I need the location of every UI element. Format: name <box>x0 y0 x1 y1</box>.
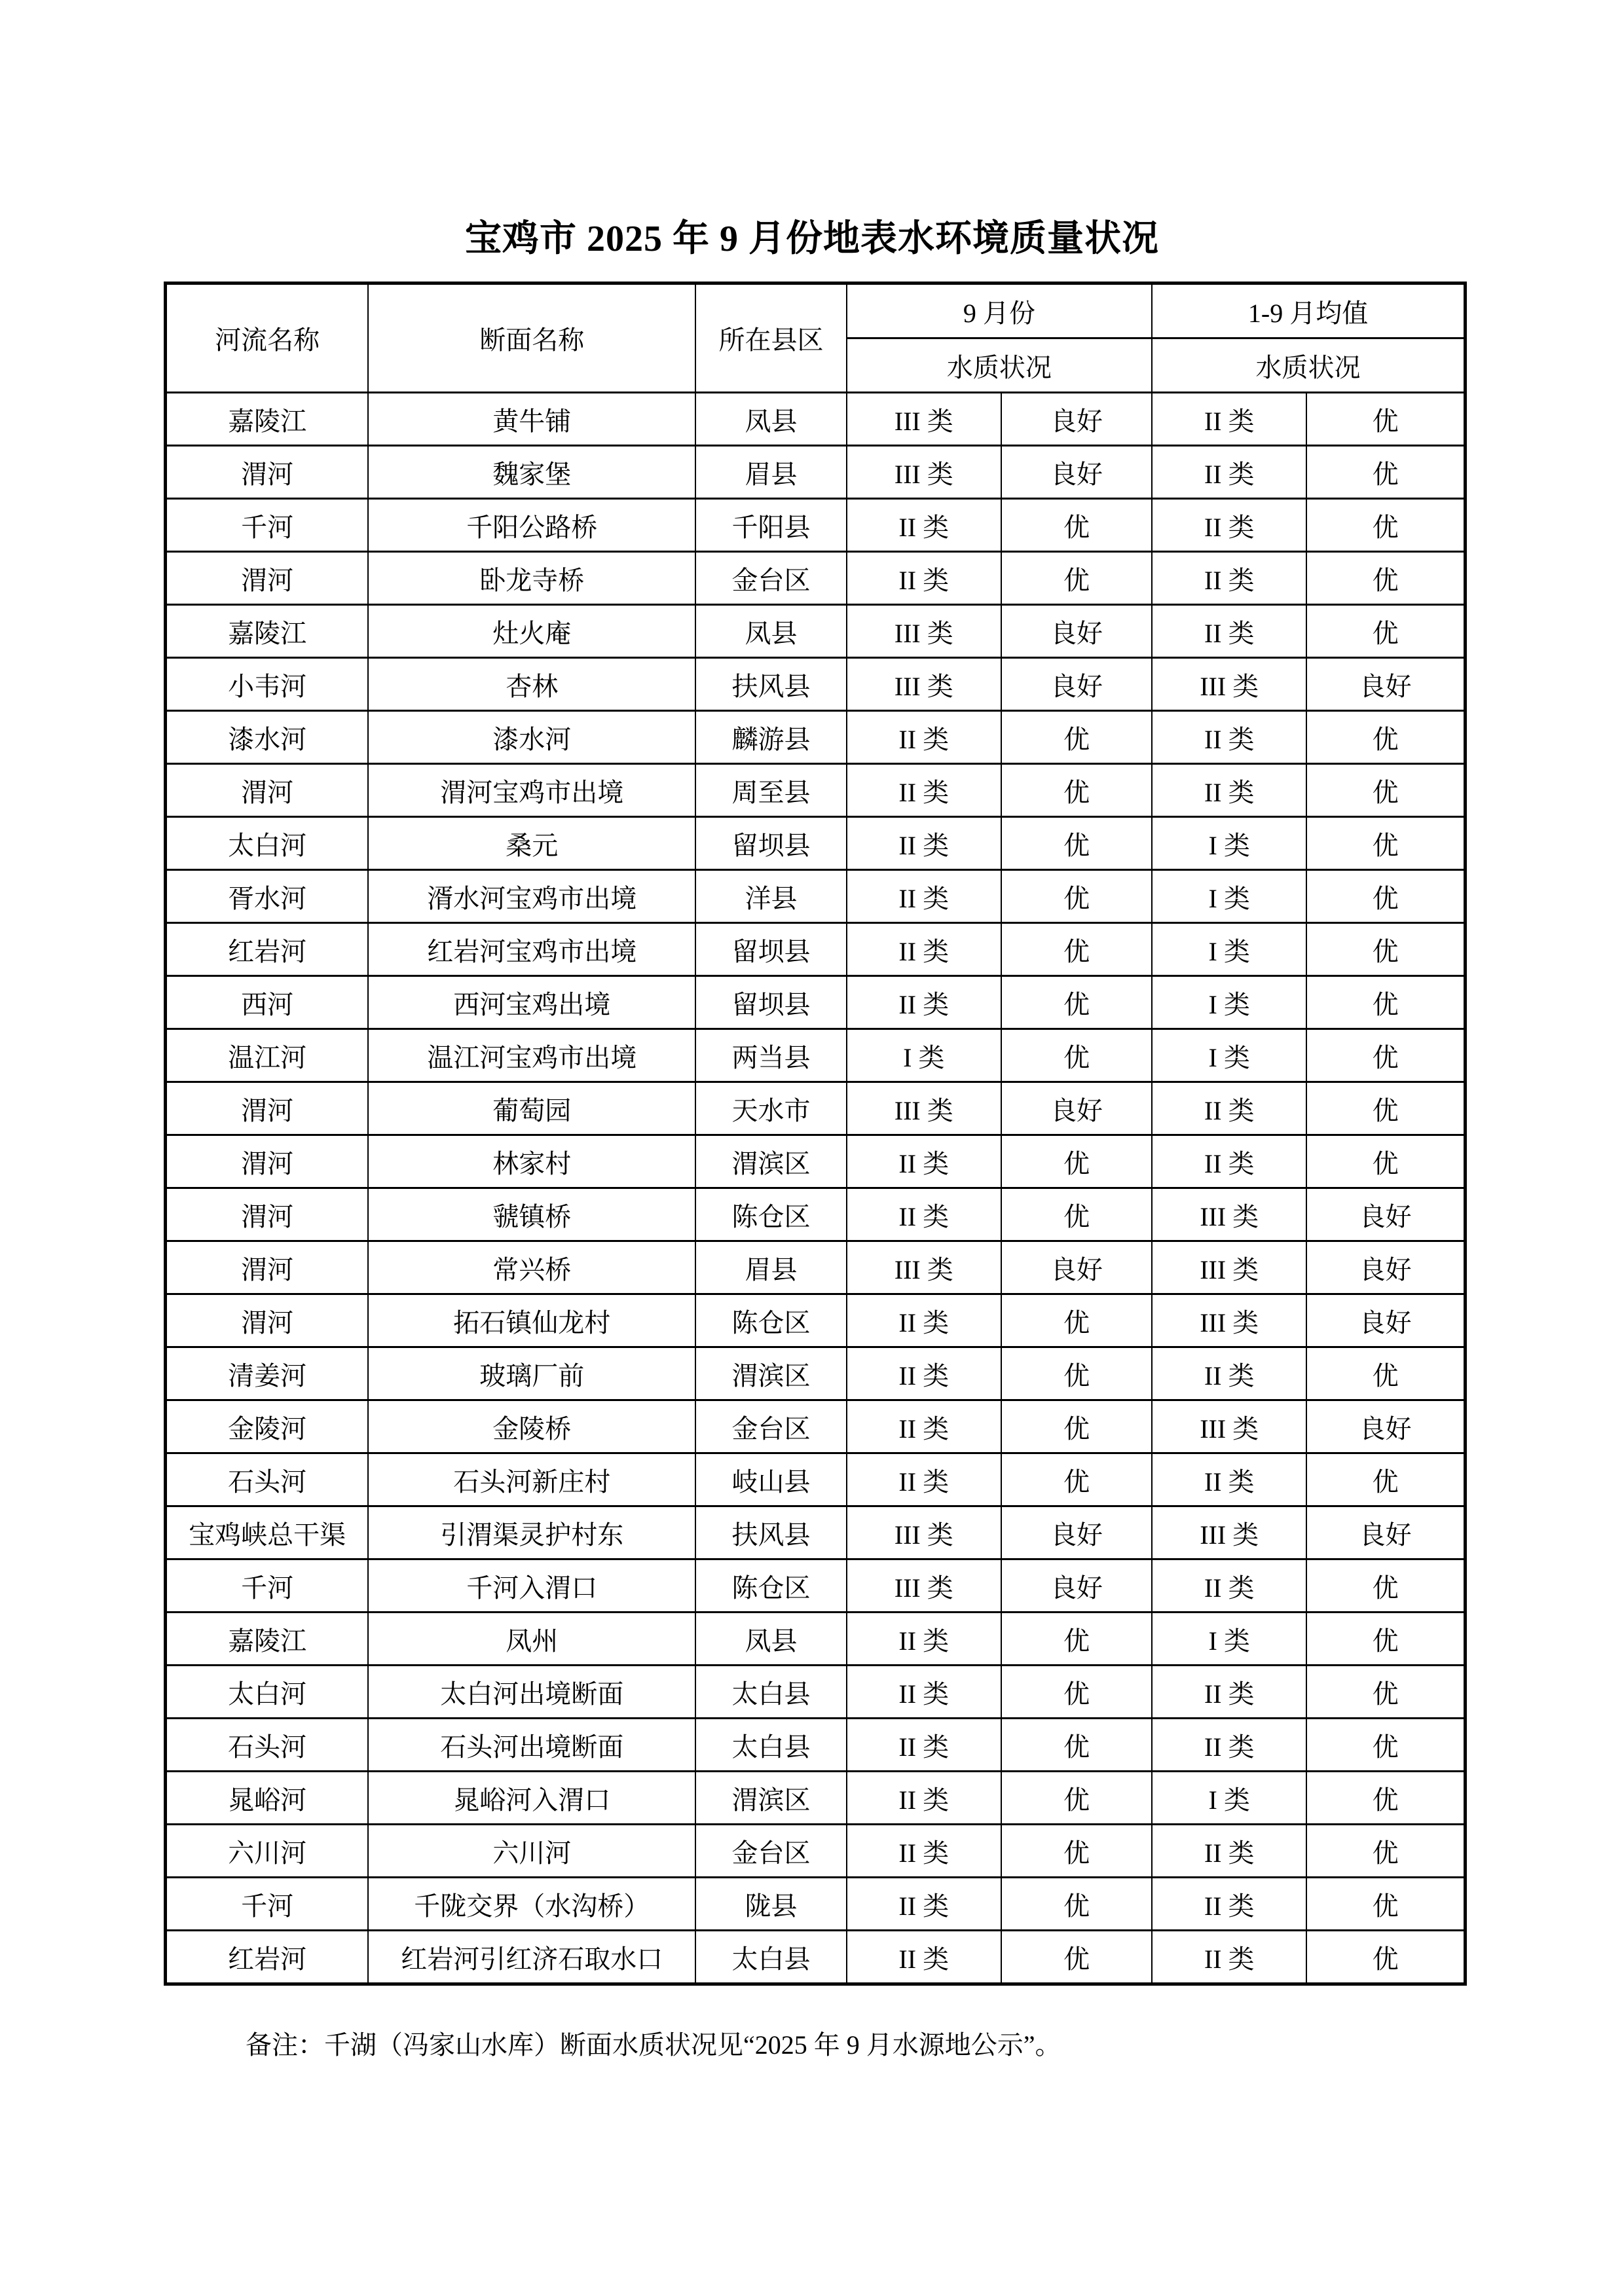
cell-sep_status: 优 <box>1001 1613 1152 1666</box>
cell-avg_status: 良好 <box>1306 1294 1465 1347</box>
cell-avg_status: 优 <box>1306 1559 1465 1613</box>
table-row <box>166 1082 1466 1135</box>
table-row <box>166 817 1466 870</box>
cell-river: 红岩河 <box>166 923 369 976</box>
cell-section: 西河宝鸡出境 <box>368 976 695 1029</box>
cell-avg_status: 优 <box>1306 552 1465 605</box>
cell-section: 千陇交界（水沟桥） <box>368 1878 695 1931</box>
table-row <box>166 1347 1466 1400</box>
cell-sep_class: II 类 <box>847 1347 1001 1400</box>
cell-sep_status: 优 <box>1001 552 1152 605</box>
cell-county: 太白县 <box>695 1719 846 1772</box>
table-header <box>166 283 1466 393</box>
cell-sep_class: II 类 <box>847 1878 1001 1931</box>
cell-section: 六川河 <box>368 1825 695 1878</box>
cell-avg_status: 优 <box>1306 393 1465 446</box>
table-row <box>166 446 1466 499</box>
cell-avg_class: I 类 <box>1152 817 1306 870</box>
cell-section: 杏林 <box>368 658 695 711</box>
cell-sep_status: 良好 <box>1001 1082 1152 1135</box>
cell-sep_status: 优 <box>1001 923 1152 976</box>
cell-section: 石头河出境断面 <box>368 1719 695 1772</box>
cell-avg_class: I 类 <box>1152 870 1306 923</box>
cell-avg_status: 良好 <box>1306 1506 1465 1559</box>
cell-county: 洋县 <box>695 870 846 923</box>
footnote: 备注：千湖（冯家山水库）断面水质状况见“2025 年 9 月水源地公示”。 <box>246 2030 1061 2060</box>
cell-avg_class: II 类 <box>1152 1453 1306 1506</box>
cell-sep_status: 优 <box>1001 499 1152 552</box>
cell-section: 湑水河宝鸡市出境 <box>368 870 695 923</box>
cell-county: 凤县 <box>695 1613 846 1666</box>
cell-avg_status: 良好 <box>1306 658 1465 711</box>
cell-section: 晁峪河入渭口 <box>368 1772 695 1825</box>
cell-avg_status: 优 <box>1306 976 1465 1029</box>
cell-county: 岐山县 <box>695 1453 846 1506</box>
cell-river: 渭河 <box>166 1188 369 1241</box>
cell-sep_class: II 类 <box>847 1719 1001 1772</box>
header-jan-sep-average: 1-9 月均值 <box>1152 283 1465 338</box>
cell-section: 红岩河引红济石取水口 <box>368 1931 695 1984</box>
header-section: 断面名称 <box>368 283 695 393</box>
cell-county: 留坝县 <box>695 923 846 976</box>
cell-avg_class: II 类 <box>1152 446 1306 499</box>
cell-sep_status: 优 <box>1001 1825 1152 1878</box>
table-body <box>166 393 1466 1984</box>
cell-section: 林家村 <box>368 1135 695 1188</box>
cell-avg_status: 优 <box>1306 711 1465 764</box>
cell-avg_status: 优 <box>1306 1931 1465 1984</box>
cell-sep_class: II 类 <box>847 1453 1001 1506</box>
cell-river: 渭河 <box>166 764 369 817</box>
cell-section: 金陵桥 <box>368 1400 695 1453</box>
cell-county: 扶风县 <box>695 658 846 711</box>
cell-county: 太白县 <box>695 1931 846 1984</box>
cell-sep_class: III 类 <box>847 1559 1001 1613</box>
cell-county: 眉县 <box>695 446 846 499</box>
cell-county: 金台区 <box>695 1400 846 1453</box>
cell-section: 葡萄园 <box>368 1082 695 1135</box>
cell-river: 渭河 <box>166 446 369 499</box>
cell-section: 千河入渭口 <box>368 1559 695 1613</box>
cell-sep_class: II 类 <box>847 923 1001 976</box>
cell-sep_status: 优 <box>1001 1772 1152 1825</box>
cell-county: 陈仓区 <box>695 1559 846 1613</box>
cell-avg_status: 优 <box>1306 1347 1465 1400</box>
cell-avg_status: 优 <box>1306 1772 1465 1825</box>
cell-county: 渭滨区 <box>695 1772 846 1825</box>
table-row <box>166 870 1466 923</box>
cell-avg_status: 优 <box>1306 870 1465 923</box>
cell-section: 玻璃厂前 <box>368 1347 695 1400</box>
cell-county: 渭滨区 <box>695 1347 846 1400</box>
page-title: 宝鸡市 2025 年 9 月份地表水环境质量状况 <box>465 219 1159 259</box>
cell-river: 嘉陵江 <box>166 605 369 658</box>
cell-section: 温江河宝鸡市出境 <box>368 1029 695 1082</box>
cell-river: 温江河 <box>166 1029 369 1082</box>
cell-avg_class: III 类 <box>1152 1188 1306 1241</box>
cell-avg_status: 优 <box>1306 923 1465 976</box>
cell-avg_class: I 类 <box>1152 1029 1306 1082</box>
cell-avg_class: II 类 <box>1152 1082 1306 1135</box>
cell-river: 渭河 <box>166 1082 369 1135</box>
cell-avg_class: II 类 <box>1152 711 1306 764</box>
cell-county: 金台区 <box>695 1825 846 1878</box>
cell-sep_class: II 类 <box>847 1294 1001 1347</box>
table-row <box>166 923 1466 976</box>
cell-sep_status: 优 <box>1001 1931 1152 1984</box>
cell-river: 漆水河 <box>166 711 369 764</box>
cell-avg_status: 优 <box>1306 1082 1465 1135</box>
cell-county: 陇县 <box>695 1878 846 1931</box>
cell-section: 桑元 <box>368 817 695 870</box>
cell-avg_status: 良好 <box>1306 1241 1465 1294</box>
cell-section: 红岩河宝鸡市出境 <box>368 923 695 976</box>
cell-avg_class: II 类 <box>1152 1135 1306 1188</box>
table-row <box>166 1294 1466 1347</box>
cell-county: 陈仓区 <box>695 1294 846 1347</box>
cell-section: 石头河新庄村 <box>368 1453 695 1506</box>
cell-river: 渭河 <box>166 1294 369 1347</box>
cell-section: 拓石镇仙龙村 <box>368 1294 695 1347</box>
cell-sep_status: 优 <box>1001 1294 1152 1347</box>
cell-river: 渭河 <box>166 1135 369 1188</box>
cell-avg_class: II 类 <box>1152 1878 1306 1931</box>
water-quality-table <box>164 282 1467 1986</box>
cell-sep_class: II 类 <box>847 976 1001 1029</box>
cell-sep_class: III 类 <box>847 658 1001 711</box>
cell-river: 西河 <box>166 976 369 1029</box>
cell-river: 千河 <box>166 499 369 552</box>
cell-river: 清姜河 <box>166 1347 369 1400</box>
cell-river: 六川河 <box>166 1825 369 1878</box>
cell-avg_class: III 类 <box>1152 658 1306 711</box>
cell-county: 留坝县 <box>695 817 846 870</box>
cell-avg_status: 优 <box>1306 1029 1465 1082</box>
cell-county: 太白县 <box>695 1666 846 1719</box>
cell-sep_status: 优 <box>1001 817 1152 870</box>
cell-avg_status: 优 <box>1306 1453 1465 1506</box>
cell-sep_class: II 类 <box>847 711 1001 764</box>
cell-avg_status: 优 <box>1306 1135 1465 1188</box>
cell-sep_class: II 类 <box>847 1825 1001 1878</box>
cell-sep_class: II 类 <box>847 552 1001 605</box>
table-row <box>166 658 1466 711</box>
cell-section: 渭河宝鸡市出境 <box>368 764 695 817</box>
table-row <box>166 1613 1466 1666</box>
cell-sep_status: 优 <box>1001 1029 1152 1082</box>
cell-avg_class: II 类 <box>1152 499 1306 552</box>
table-row <box>166 764 1466 817</box>
cell-sep_class: III 类 <box>847 1082 1001 1135</box>
cell-sep_class: III 类 <box>847 446 1001 499</box>
cell-river: 千河 <box>166 1878 369 1931</box>
table-row <box>166 1772 1466 1825</box>
cell-county: 眉县 <box>695 1241 846 1294</box>
cell-section: 常兴桥 <box>368 1241 695 1294</box>
cell-county: 周至县 <box>695 764 846 817</box>
table-row <box>166 711 1466 764</box>
cell-avg_status: 优 <box>1306 1613 1465 1666</box>
cell-county: 两当县 <box>695 1029 846 1082</box>
cell-sep_status: 优 <box>1001 1347 1152 1400</box>
cell-sep_class: II 类 <box>847 499 1001 552</box>
cell-river: 嘉陵江 <box>166 393 369 446</box>
cell-avg_class: I 类 <box>1152 1772 1306 1825</box>
cell-county: 金台区 <box>695 552 846 605</box>
cell-river: 太白河 <box>166 817 369 870</box>
cell-sep_class: II 类 <box>847 870 1001 923</box>
cell-sep_class: III 类 <box>847 1241 1001 1294</box>
cell-river: 渭河 <box>166 1241 369 1294</box>
cell-sep_status: 良好 <box>1001 1506 1152 1559</box>
cell-section: 凤州 <box>368 1613 695 1666</box>
table-row <box>166 1135 1466 1188</box>
cell-sep_class: I 类 <box>847 1029 1001 1082</box>
table-row <box>166 1719 1466 1772</box>
cell-avg_status: 优 <box>1306 446 1465 499</box>
cell-river: 红岩河 <box>166 1931 369 1984</box>
header-county: 所在县区 <box>695 283 846 393</box>
cell-avg_status: 优 <box>1306 499 1465 552</box>
cell-sep_status: 良好 <box>1001 658 1152 711</box>
table-row <box>166 1931 1466 1984</box>
cell-avg_class: III 类 <box>1152 1241 1306 1294</box>
cell-avg_class: III 类 <box>1152 1506 1306 1559</box>
cell-avg_status: 良好 <box>1306 1400 1465 1453</box>
cell-sep_class: II 类 <box>847 764 1001 817</box>
cell-avg_class: II 类 <box>1152 552 1306 605</box>
cell-river: 石头河 <box>166 1453 369 1506</box>
table-row <box>166 1878 1466 1931</box>
table-row <box>166 1506 1466 1559</box>
cell-section: 虢镇桥 <box>368 1188 695 1241</box>
header-september: 9 月份 <box>847 283 1152 338</box>
header-quality-status-average: 水质状况 <box>1152 338 1465 393</box>
table-row <box>166 1029 1466 1082</box>
cell-county: 扶风县 <box>695 1506 846 1559</box>
table-row <box>166 1453 1466 1506</box>
cell-avg_class: III 类 <box>1152 1294 1306 1347</box>
cell-section: 魏家堡 <box>368 446 695 499</box>
header-row-top <box>166 283 1466 338</box>
table-row <box>166 1666 1466 1719</box>
cell-sep_class: II 类 <box>847 1400 1001 1453</box>
cell-sep_status: 良好 <box>1001 605 1152 658</box>
cell-river: 宝鸡峡总干渠 <box>166 1506 369 1559</box>
table-row <box>166 1241 1466 1294</box>
cell-river: 嘉陵江 <box>166 1613 369 1666</box>
cell-river: 太白河 <box>166 1666 369 1719</box>
cell-river: 渭河 <box>166 552 369 605</box>
cell-avg_class: II 类 <box>1152 1347 1306 1400</box>
cell-sep_status: 良好 <box>1001 393 1152 446</box>
cell-sep_class: III 类 <box>847 1506 1001 1559</box>
cell-sep_status: 优 <box>1001 711 1152 764</box>
cell-county: 陈仓区 <box>695 1188 846 1241</box>
header-river: 河流名称 <box>166 283 369 393</box>
cell-sep_class: II 类 <box>847 1613 1001 1666</box>
cell-sep_status: 良好 <box>1001 1559 1152 1613</box>
cell-river: 石头河 <box>166 1719 369 1772</box>
cell-sep_status: 良好 <box>1001 1241 1152 1294</box>
cell-section: 引渭渠灵护村东 <box>368 1506 695 1559</box>
cell-sep_status: 良好 <box>1001 446 1152 499</box>
table-row <box>166 1400 1466 1453</box>
cell-sep_class: II 类 <box>847 1931 1001 1984</box>
cell-sep_status: 优 <box>1001 1188 1152 1241</box>
cell-avg_class: II 类 <box>1152 605 1306 658</box>
table-row <box>166 1188 1466 1241</box>
cell-avg_class: II 类 <box>1152 1719 1306 1772</box>
cell-avg_status: 优 <box>1306 1666 1465 1719</box>
cell-section: 漆水河 <box>368 711 695 764</box>
cell-county: 千阳县 <box>695 499 846 552</box>
cell-sep_status: 优 <box>1001 764 1152 817</box>
table-row <box>166 1559 1466 1613</box>
cell-river: 小韦河 <box>166 658 369 711</box>
cell-sep_status: 优 <box>1001 1400 1152 1453</box>
cell-avg_class: II 类 <box>1152 1825 1306 1878</box>
cell-sep_class: II 类 <box>847 1135 1001 1188</box>
header-quality-status-september: 水质状况 <box>847 338 1152 393</box>
table-row <box>166 976 1466 1029</box>
cell-sep_class: II 类 <box>847 817 1001 870</box>
cell-sep_status: 优 <box>1001 1719 1152 1772</box>
cell-county: 凤县 <box>695 605 846 658</box>
cell-avg_status: 优 <box>1306 1719 1465 1772</box>
cell-section: 卧龙寺桥 <box>368 552 695 605</box>
cell-county: 麟游县 <box>695 711 846 764</box>
table-row <box>166 393 1466 446</box>
cell-sep_status: 优 <box>1001 1453 1152 1506</box>
cell-sep_class: II 类 <box>847 1666 1001 1719</box>
cell-county: 凤县 <box>695 393 846 446</box>
cell-avg_status: 优 <box>1306 1878 1465 1931</box>
cell-avg_status: 良好 <box>1306 1188 1465 1241</box>
cell-section: 千阳公路桥 <box>368 499 695 552</box>
cell-sep_status: 优 <box>1001 1878 1152 1931</box>
cell-avg_class: II 类 <box>1152 1559 1306 1613</box>
cell-avg_status: 优 <box>1306 605 1465 658</box>
cell-sep_class: III 类 <box>847 605 1001 658</box>
cell-sep_status: 优 <box>1001 870 1152 923</box>
cell-sep_class: III 类 <box>847 393 1001 446</box>
cell-avg_class: II 类 <box>1152 1931 1306 1984</box>
cell-sep_status: 优 <box>1001 1666 1152 1719</box>
cell-avg_status: 优 <box>1306 1825 1465 1878</box>
cell-avg_class: I 类 <box>1152 976 1306 1029</box>
cell-avg_class: II 类 <box>1152 764 1306 817</box>
cell-sep_class: II 类 <box>847 1772 1001 1825</box>
cell-avg_class: II 类 <box>1152 393 1306 446</box>
water-quality-table-container <box>164 282 1467 1986</box>
cell-section: 太白河出境断面 <box>368 1666 695 1719</box>
cell-sep_status: 优 <box>1001 1135 1152 1188</box>
cell-avg_class: I 类 <box>1152 923 1306 976</box>
cell-avg_class: I 类 <box>1152 1613 1306 1666</box>
cell-river: 千河 <box>166 1559 369 1613</box>
table-row <box>166 552 1466 605</box>
table-row <box>166 1825 1466 1878</box>
cell-county: 渭滨区 <box>695 1135 846 1188</box>
cell-sep_status: 优 <box>1001 976 1152 1029</box>
cell-section: 黄牛铺 <box>368 393 695 446</box>
cell-river: 胥水河 <box>166 870 369 923</box>
cell-avg_class: III 类 <box>1152 1400 1306 1453</box>
cell-avg_status: 优 <box>1306 817 1465 870</box>
cell-sep_class: II 类 <box>847 1188 1001 1241</box>
cell-avg_class: II 类 <box>1152 1666 1306 1719</box>
cell-county: 留坝县 <box>695 976 846 1029</box>
cell-river: 金陵河 <box>166 1400 369 1453</box>
cell-river: 晁峪河 <box>166 1772 369 1825</box>
cell-avg_status: 优 <box>1306 764 1465 817</box>
cell-section: 灶火庵 <box>368 605 695 658</box>
table-row <box>166 605 1466 658</box>
table-row <box>166 499 1466 552</box>
cell-county: 天水市 <box>695 1082 846 1135</box>
